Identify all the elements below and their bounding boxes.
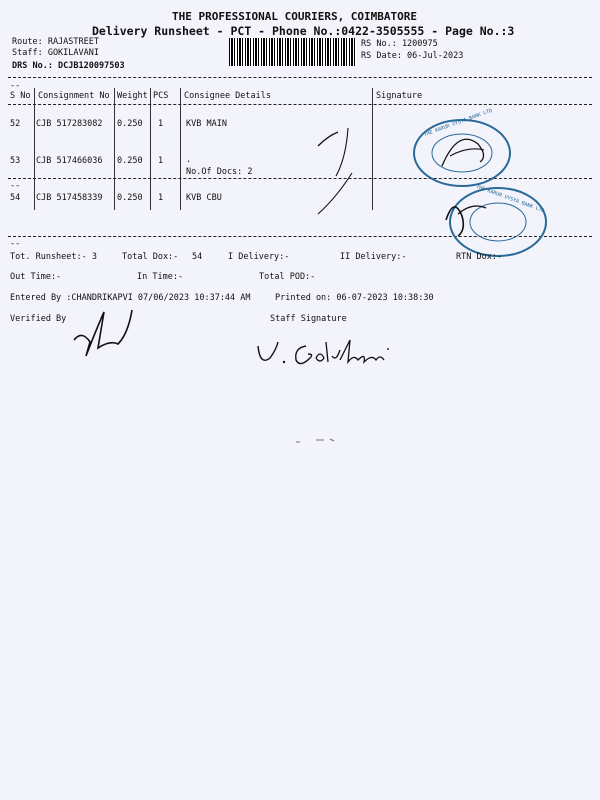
column-line (180, 88, 181, 210)
row-pcs: 1 (158, 156, 164, 166)
row-consignment: CJB 517283082 (36, 119, 103, 129)
delivery-signature (300, 118, 370, 218)
total-dox-value: 54 (192, 252, 203, 262)
rtn-dox: RTN Dox:- (456, 252, 503, 262)
column-header-weight: Weight (117, 91, 148, 101)
row-details: KVB MAIN (186, 119, 227, 129)
i-delivery: I Delivery:- (228, 252, 290, 262)
column-header-pcs: PCS (153, 91, 169, 101)
rs-number: RS No.: 1200975 (361, 39, 438, 49)
dash-mark: -- (10, 181, 21, 191)
column-header-details: Consignee Details (184, 91, 271, 101)
in-time: In Time:- (137, 272, 184, 282)
row-sno: 54 (10, 193, 21, 203)
row-details: KVB CBU (186, 193, 222, 203)
entered-by: Entered By :CHANDRIKAPVI 07/06/2023 10:37:44 AM (10, 293, 251, 303)
dash-mark: -- (10, 81, 21, 91)
row-weight: 0.250 (117, 156, 143, 166)
bank-stamp (410, 116, 514, 190)
barcode (229, 38, 357, 66)
stray-marks (294, 436, 344, 446)
column-line (372, 88, 373, 210)
stamp-text: THE KARUR VYSYA BANK LTD (475, 183, 546, 215)
company-name: THE PROFESSIONAL COURIERS, COIMBATORE (172, 10, 418, 23)
rs-date: RS Date: 06-Jul-2023 (361, 51, 464, 61)
route: Route: RAJASTREET (12, 37, 99, 47)
column-header-sno: S No (10, 91, 31, 101)
column-line (34, 88, 35, 210)
divider (8, 104, 592, 105)
verified-by-label: Verified By (10, 314, 67, 324)
row-consignment: CJB 517466036 (36, 156, 103, 166)
column-line (114, 88, 115, 210)
row-weight: 0.250 (117, 193, 143, 203)
row-sno: 52 (10, 119, 21, 129)
staff: Staff: GOKILAVANI (12, 48, 99, 58)
verified-by-signature (70, 300, 140, 360)
out-time: Out Time:- (10, 272, 62, 282)
column-line (150, 88, 151, 210)
column-header-consignment: Consignment No (38, 91, 110, 101)
divider (8, 77, 592, 78)
row-details: . (186, 155, 192, 165)
row-note: No.Of Docs: 2 (186, 167, 253, 177)
row-sno: 53 (10, 156, 21, 166)
row-pcs: 1 (158, 119, 164, 129)
ii-delivery: II Delivery:- (340, 252, 407, 262)
printed-on: Printed on: 06-07-2023 10:38:30 (275, 293, 434, 303)
column-header-signature: Signature (376, 91, 423, 101)
dash-mark: -- (10, 239, 21, 249)
staff-signature (254, 336, 414, 372)
total-pod: Total POD:- (259, 272, 316, 282)
total-dox-label: Total Dox:- (122, 252, 179, 262)
staff-signature-label: Staff Signature (270, 314, 347, 324)
document-subtitle: Delivery Runsheet - PCT - Phone No.:0422-3505555 - Page No.:3 (92, 24, 515, 38)
total-runsheet: Tot. Runsheet:- 3 (10, 252, 97, 262)
row-consignment: CJB 517458339 (36, 193, 103, 203)
stamp-text: THE KARUR VYSYA BANK LTD (423, 107, 494, 139)
row-weight: 0.250 (117, 119, 143, 129)
drs-number: DRS No.: DCJB120097503 (12, 61, 125, 71)
row-pcs: 1 (158, 193, 164, 203)
